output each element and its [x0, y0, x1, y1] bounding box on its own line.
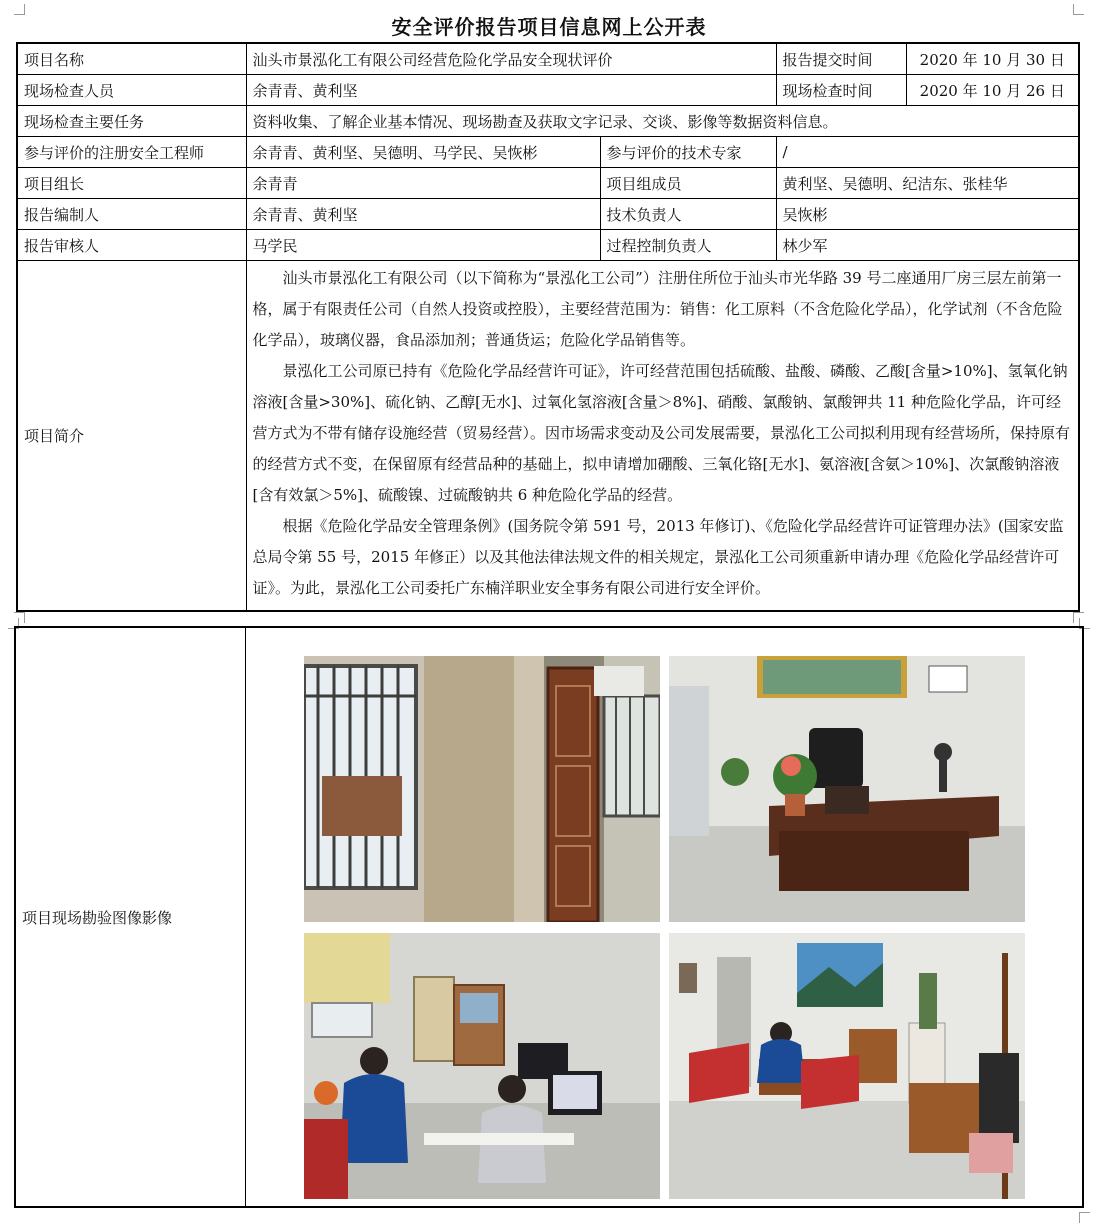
intro-paragraph-3: 根据《危险化学品安全管理条例》(国务院令第 591 号，2013 年修订)、《危险化学品经营许可证管理办法》(国家安监总局令第 55 号，2015 年修正）以及其他法律法规文件的相关规定，景泓化工公司须重新申请办理《危险化学品经营许可证》。为此，景泓化工公司委托广东楠洋职业安全事务有限公司进行安全评价。 — [252, 517, 1064, 597]
compiler-label: 报告编制人 — [17, 199, 246, 230]
leader-label: 项目组长 — [17, 168, 246, 199]
table-row — [17, 230, 1079, 261]
inspection-time-label: 现场检查时间 — [776, 75, 906, 106]
page-title: 安全评价报告项目信息网上公开表 — [391, 15, 707, 39]
photos-cell — [245, 627, 1083, 1207]
members-value: 黄利坚、吴德明、纪洁东、张桂华 — [776, 168, 1079, 199]
photos-label: 项目现场勘验图像影像 — [15, 627, 245, 1207]
tech-lead-value: 吴恢彬 — [776, 199, 1079, 230]
reviewer-value: 马学民 — [246, 230, 600, 261]
crop-mark — [1079, 1212, 1090, 1223]
process-control-value: 林少军 — [776, 230, 1079, 261]
site-photo-reception — [669, 933, 1025, 1199]
task-label: 现场检查主要任务 — [17, 106, 246, 137]
table-row — [17, 137, 1079, 168]
project-name-label: 项目名称 — [17, 43, 246, 75]
engineers-value: 余青青、黄利坚、吴德明、马学民、吴恢彬 — [246, 137, 600, 168]
photo-grid — [246, 628, 1083, 1206]
table-row — [17, 43, 1079, 75]
members-label: 项目组成员 — [600, 168, 776, 199]
table-row — [17, 168, 1079, 199]
table-row — [17, 199, 1079, 230]
table-row — [17, 261, 1079, 612]
site-photo-staff-office — [304, 933, 660, 1199]
intro-label: 项目简介 — [17, 261, 246, 612]
intro-paragraph-2: 景泓化工公司原已持有《危险化学品经营许可证》，许可经营范围包括硫酸、盐酸、磷酸、乙酸[含量>10%]、氢氧化钠溶液[含量>30%]、硫化钠、乙醇[无水]、过氧化氢溶液[含量＞8%]、硝酸、氯酸钠、氯酸钾共 11 种危险化学品，许可经营方式为不带有储存设施经营（贸易经营）。因市场需求变动及公司发展需要，景泓化工公司拟利用现有经营场所，保持原有的经营方式不变，在保留原有经营品种的基础上，拟申请增加硼酸、三氧化铬[无水]、氨溶液[含氨＞10%]、次氯酸钠溶液[含有效氯＞5%]、硫酸镍、过硫酸钠共 6 种危险化学品的经营。 — [252, 362, 1071, 504]
task-value: 资料收集、了解企业基本情况、现场勘查及获取文字记录、交谈、影像等数据资料信息。 — [246, 106, 1079, 137]
engineers-label: 参与评价的注册安全工程师 — [17, 137, 246, 168]
reviewer-label: 报告审核人 — [17, 230, 246, 261]
intro-text — [246, 261, 1079, 612]
table-row — [15, 627, 1083, 1207]
site-photo-exterior — [304, 656, 660, 922]
photos-table — [14, 626, 1084, 1208]
project-name-value: 汕头市景泓化工有限公司经营危险化学品安全现状评价 — [246, 43, 776, 75]
experts-label: 参与评价的技术专家 — [600, 137, 776, 168]
submit-time-label: 报告提交时间 — [776, 43, 906, 75]
submit-time-value: 2020 年 10 月 30 日 — [906, 43, 1079, 75]
intro-paragraph-1: 汕头市景泓化工有限公司（以下简称为“景泓化工公司”）注册住所位于汕头市光华路 39 号二座通用厂房三层左前第一格，属于有限责任公司（自然人投资或控股），主要经营范围为：销售：化工原料（不含危险化学品），化学试剂（不含危险化学品），玻璃仪器，食品添加剂；普通货运；危险化学品销售等。 — [252, 269, 1063, 349]
site-photo-manager-office — [669, 656, 1025, 922]
inspectors-value: 余青青、黄利坚 — [246, 75, 776, 106]
leader-value: 余青青 — [246, 168, 600, 199]
table-row — [17, 106, 1079, 137]
table-row — [17, 75, 1079, 106]
compiler-value: 余青青、黄利坚 — [246, 199, 600, 230]
inspectors-label: 现场检查人员 — [17, 75, 246, 106]
experts-value: / — [776, 137, 1079, 168]
info-table — [16, 42, 1080, 612]
tech-lead-label: 技术负责人 — [600, 199, 776, 230]
process-control-label: 过程控制负责人 — [600, 230, 776, 261]
inspection-time-value: 2020 年 10 月 26 日 — [906, 75, 1079, 106]
